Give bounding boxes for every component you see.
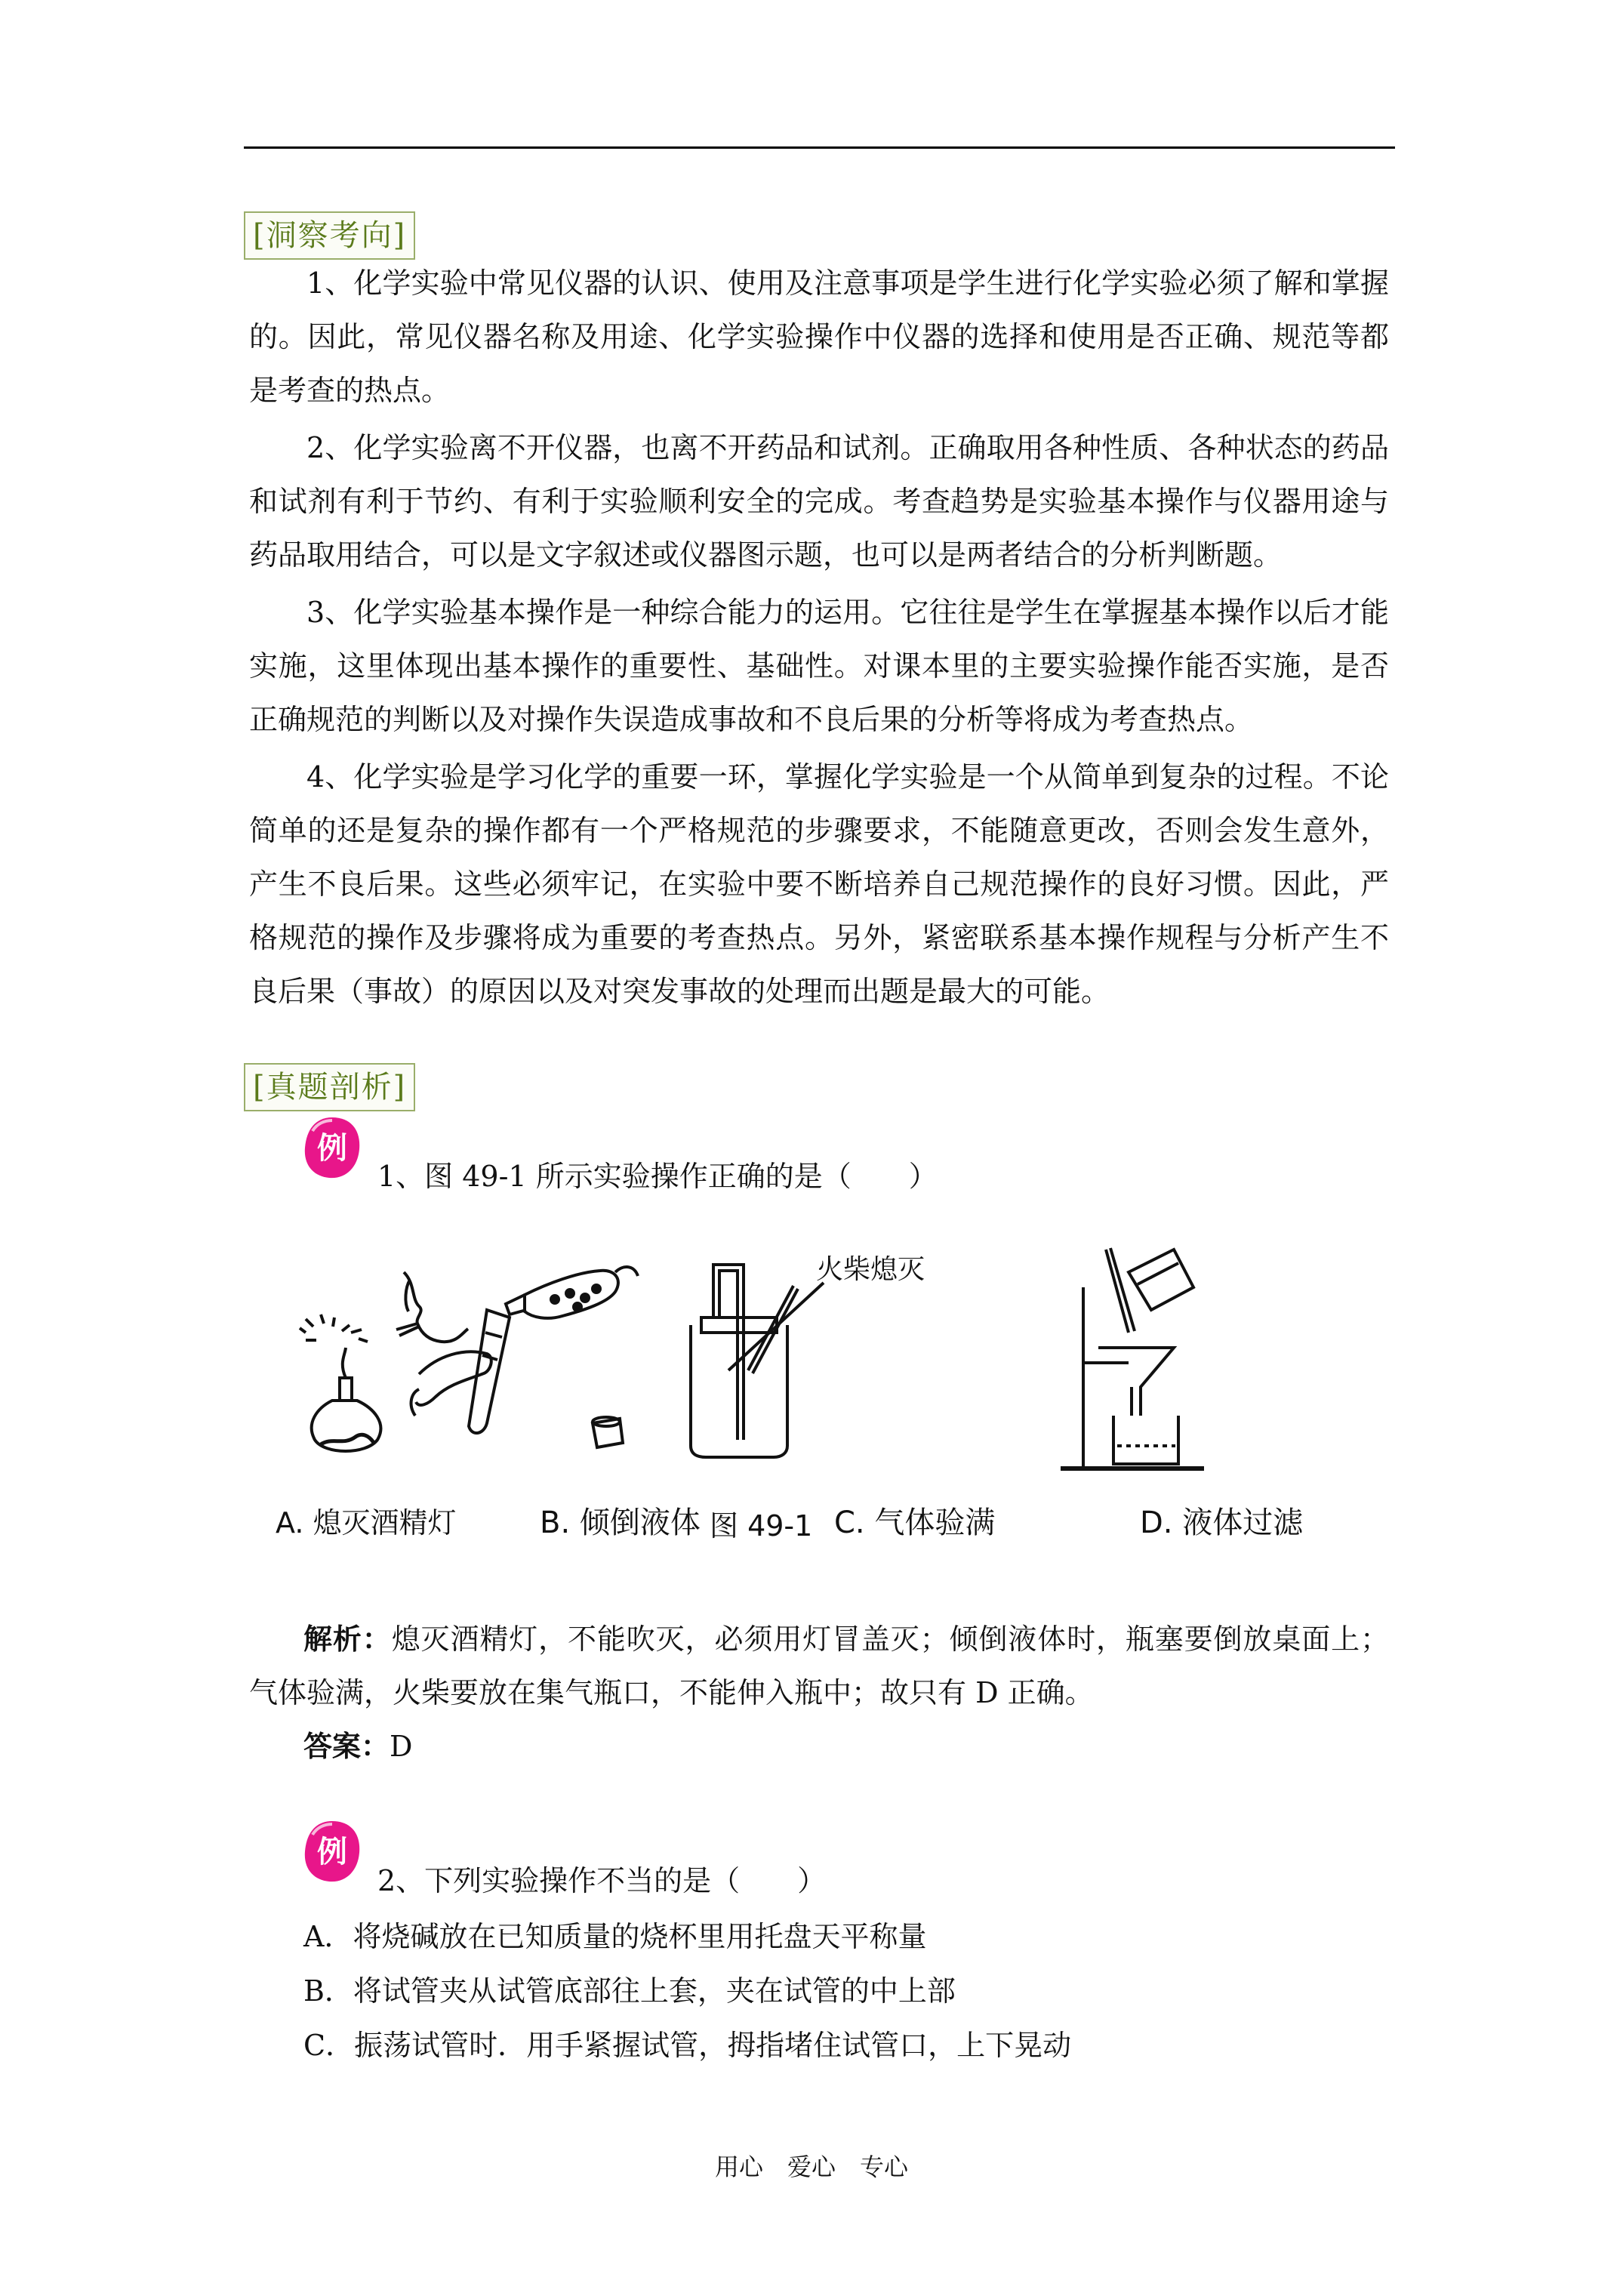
example2-option-c: C．振荡试管时．用手紧握试管，拇指堵住试管口，上下晃动 — [303, 2029, 1072, 2062]
analysis-section-title: [真题剖析] — [244, 1063, 415, 1111]
analysis-text: 熄灭酒精灯，不能吹灭，必须用灯冒盖灭；倾倒液体时，瓶塞要倒放桌面上；气体验满，火柴要放在集气瓶口，不能伸入瓶中；故只有 D 正确。 — [249, 1623, 1389, 1709]
insight-paragraph-3: 3、化学实验基本操作是一种综合能力的运用。它往往是学生在掌握基本操作以后才能实施，这里体现出基本操作的重要性、基础性。对课本里的主要实验操作能否实施，是否正确规范的判断以及对操作失误造成事故和不良后果的分析等将成为考查热点。 — [249, 596, 1389, 736]
example1-question: 1、图 49-1 所示实验操作正确的是（ ） — [377, 1160, 938, 1193]
insight-section-title: [洞察考向] — [244, 211, 415, 260]
header-rule — [244, 146, 1395, 149]
figure-c-gas-test — [691, 1254, 925, 1457]
figure-option-b: B. 倾倒液体 — [540, 1505, 701, 1540]
example1-answer — [303, 1725, 412, 1767]
example-badge-icon-2 — [302, 1820, 362, 1885]
example-badge-text-2: 例 — [317, 1835, 347, 1869]
insight-paragraph-1: 1、化学实验中常见仪器的认识、使用及注意事项是学生进行化学实验必须了解和掌握的。因此，常见仪器名称及用途、化学实验操作中仪器的选择和使用是否正确、规范等都是考查的热点。 — [249, 267, 1389, 407]
figure-option-a: A. 熄灭酒精灯 — [276, 1506, 457, 1539]
insight-paragraph-4: 4、化学实验是学习化学的重要一环，掌握化学实验是一个从简单到复杂的过程。不论简单的还是复杂的操作都有一个严格规范的步骤要求，不能随意更改，否则会发生意外，产生不良后果。这些必须牢记，在实验中要不断培养自己规范操作的良好习惯。因此，严格规范的操作及步骤将成为重要的考查热点。另外，紧密联系基本操作规程与分析产生不良后果（事故）的原因以及对突发事故的处理而出题是最大的可能。 — [249, 760, 1389, 1008]
example1-analysis — [249, 1612, 1389, 1720]
example2-option-a: A．将烧碱放在已知质量的烧杯里用托盘天平称量 — [303, 1920, 927, 1953]
figure-option-c: C. 气体验满 — [834, 1505, 996, 1540]
analysis-label: 解析： — [303, 1622, 392, 1656]
example-badge-text: 例 — [317, 1131, 347, 1166]
page-footer: 用心 爱心 专心 — [714, 2153, 908, 2181]
figure-a-alcohol-lamp — [300, 1272, 468, 1451]
figure-caption: 图 49-1 — [710, 1509, 813, 1542]
figure-d-filtration — [1061, 1248, 1204, 1469]
insight-paragraph-2: 2、化学实验离不开仪器，也离不开药品和试剂。正确取用各种性质、各种状态的药品和试剂有利于节约、有利于实验顺利安全的完成。考查趋势是实验基本操作与仪器用途与药品取用结合，可以是文字叙述或仪器图示题，也可以是两者结合的分析判断题。 — [249, 431, 1389, 572]
answer-label: 答案： — [303, 1729, 390, 1763]
example2-option-b: B．将试管夹从试管底部往上套，夹在试管的中上部 — [303, 1974, 956, 2008]
figure-b-pouring-liquid — [411, 1267, 638, 1447]
example2-question: 2、下列实验操作不当的是（ ） — [377, 1864, 827, 1897]
figure-c-callout: 火柴熄灭 — [816, 1254, 925, 1285]
answer-text: D — [390, 1730, 413, 1763]
figure-option-d: D. 液体过滤 — [1140, 1505, 1304, 1540]
example-badge-icon — [302, 1116, 362, 1181]
